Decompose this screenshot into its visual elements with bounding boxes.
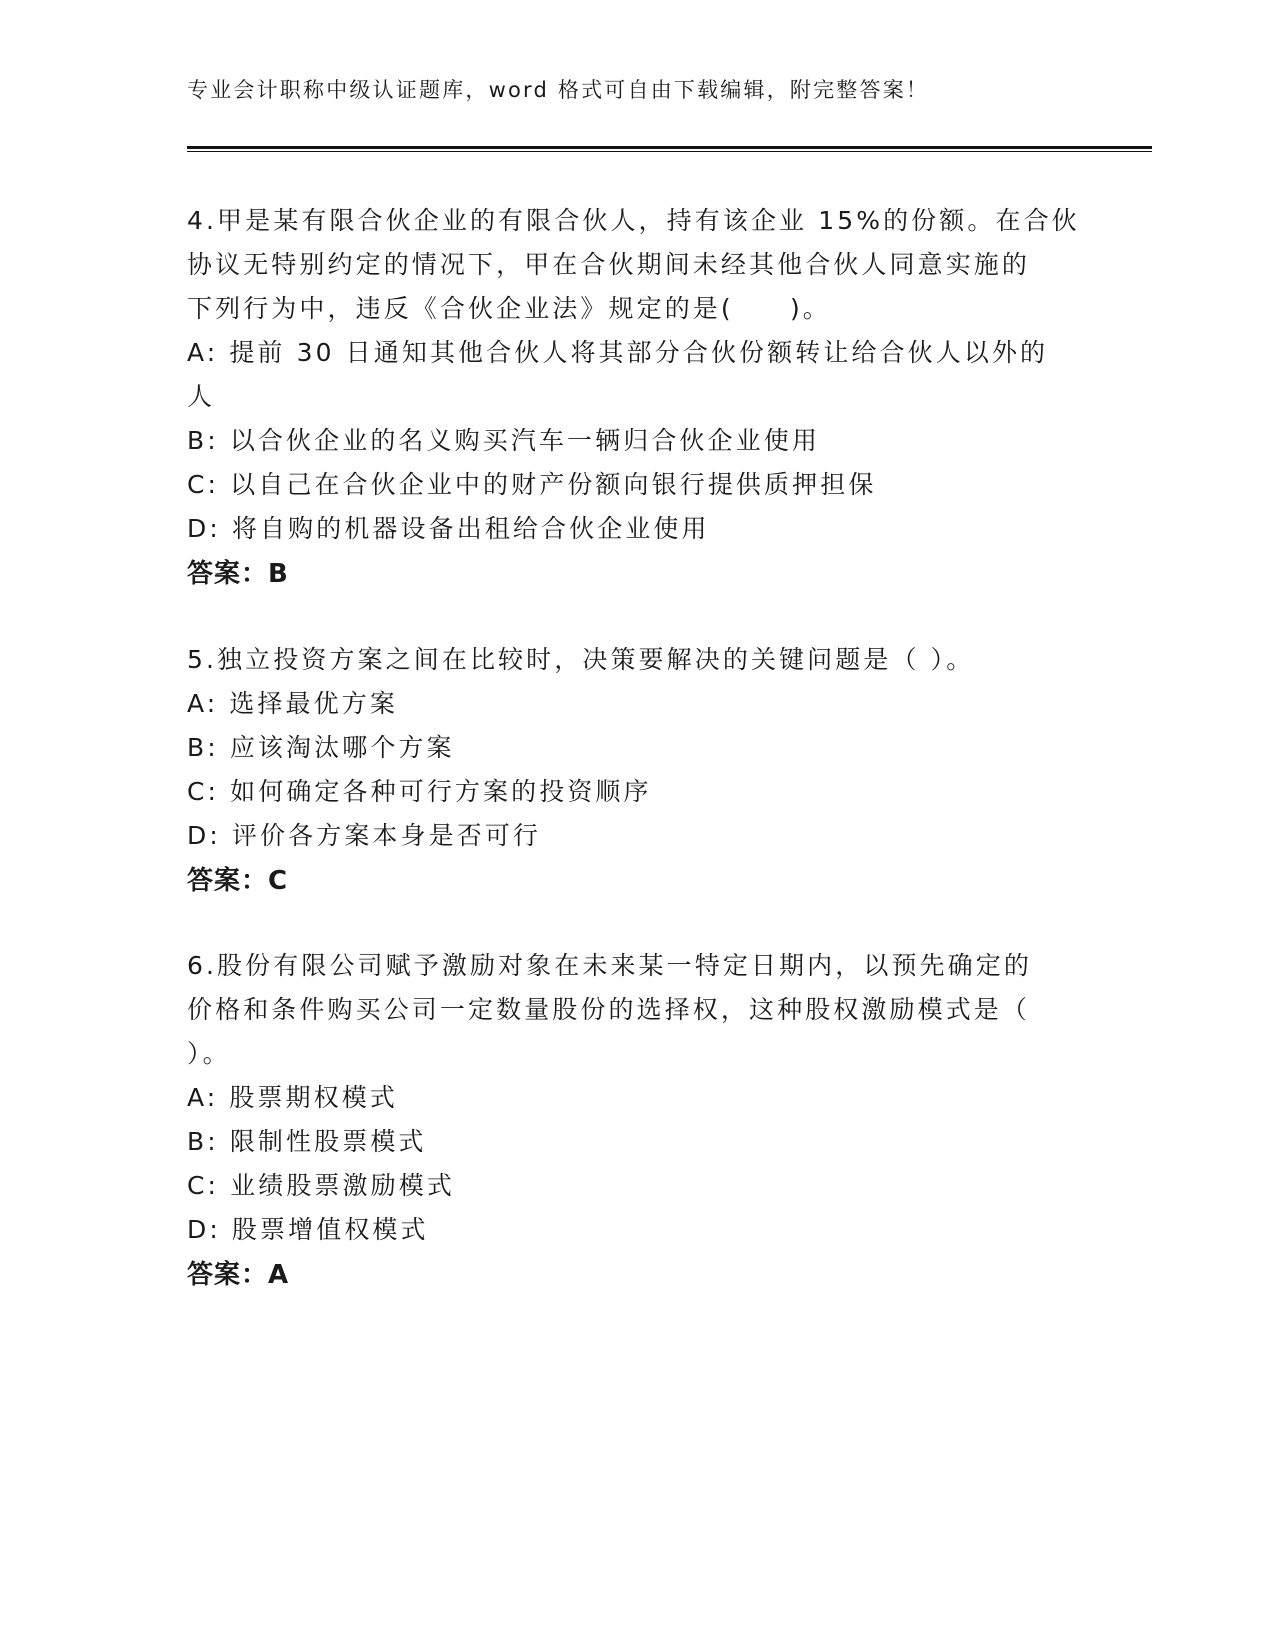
question-4-answer: 答案：B (187, 559, 289, 589)
question-4-stem-line-1: 4.甲是某有限合伙企业的有限合伙人，持有该企业 15%的份额。在合伙 (187, 206, 1080, 235)
question-4-option-a: A: 提前 30 日通知其他合伙人将其部分合伙份额转让给合伙人以外的 (187, 338, 1049, 367)
question-5-option-c: C: 如何确定各种可行方案的投资顺序 (187, 777, 652, 806)
question-6-option-b: B: 限制性股票模式 (187, 1127, 427, 1156)
question-6-stem-line-2: 价格和条件购买公司一定数量股份的选择权，这种股权激励模式是（ (187, 995, 1031, 1024)
question-4-option-a-continued: 人 (187, 382, 216, 411)
question-5-option-b: B: 应该淘汰哪个方案 (187, 733, 455, 762)
question-6-answer: 答案：A (187, 1260, 290, 1290)
header-divider (187, 146, 1152, 152)
question-4-option-c: C: 以自己在合伙企业中的财产份额向银行提供质押担保 (187, 470, 877, 499)
page-header-text: 专业会计职称中级认证题库，word 格式可自由下载编辑，附完整答案！ (187, 78, 930, 102)
question-4-stem-line-2: 协议无特别约定的情况下，甲在合伙期间未经其他合伙人同意实施的 (187, 250, 1031, 279)
question-5-stem-line-1: 5.独立投资方案之间在比较时，决策要解决的关键问题是（ ）。 (187, 645, 975, 674)
question-6-stem-line-1: 6.股份有限公司赋予激励对象在未来某一特定日期内，以预先确定的 (187, 951, 1032, 980)
question-4-option-b: B: 以合伙企业的名义购买汽车一辆归合伙企业使用 (187, 426, 820, 455)
question-4-option-d: D: 将自购的机器设备出租给合伙企业使用 (187, 514, 710, 543)
question-6-option-d: D: 股票增值权模式 (187, 1215, 429, 1244)
question-6-option-a: A: 股票期权模式 (187, 1083, 398, 1112)
question-4-stem-line-3: 下列行为中，违反《合伙企业法》规定的是( )。 (187, 294, 831, 323)
question-6-option-c: C: 业绩股票激励模式 (187, 1171, 455, 1200)
question-5-answer: 答案：C (187, 866, 289, 896)
question-5-option-d: D: 评价各方案本身是否可行 (187, 821, 542, 850)
question-6-stem-line-3: ）。 (187, 1039, 231, 1068)
question-5-option-a: A: 选择最优方案 (187, 689, 398, 718)
